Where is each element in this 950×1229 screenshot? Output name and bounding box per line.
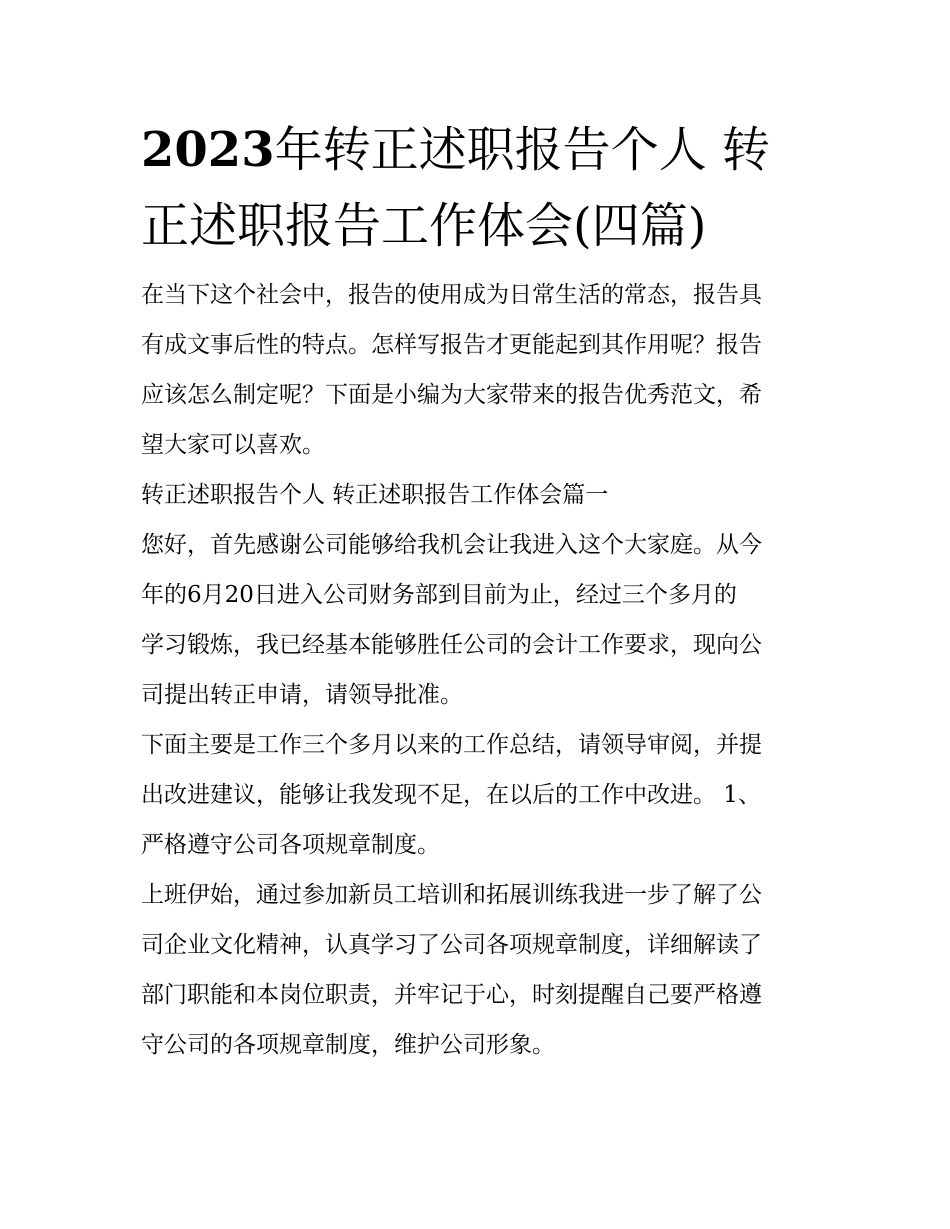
text-line: 望大家可以喜欢。: [141, 432, 325, 458]
text-line: 部门职能和本岗位职责，并牢记于心，时刻提醒自己要严格遵: [141, 982, 762, 1008]
body-paragraph-2: [141, 720, 813, 870]
body-paragraph-1: [141, 520, 813, 720]
title-line-2: 正述职报告工作体会(四篇): [141, 198, 707, 254]
text-line: 在当下这个社会中，报告的使用成为日常生活的常态，报告具: [141, 282, 762, 308]
text-line: 出改进建议，能够让我发现不足，在以后的工作中改进。 1、: [141, 782, 761, 808]
title-line-1: 2023年转正述职报告个人 转: [141, 122, 770, 178]
text-line: 年的6月20日进入公司财务部到目前为止，经过三个多月的: [141, 582, 737, 608]
text-line: 严格遵守公司各项规章制度。: [141, 832, 440, 858]
text-line: 司提出转正申请，请领导批准。: [141, 682, 463, 708]
text-line: 下面主要是工作三个多月以来的工作总结，请领导审阅，并提: [141, 732, 762, 758]
intro-paragraph: [141, 270, 813, 470]
text-line: 司企业文化精神，认真学习了公司各项规章制度，详细解读了: [141, 932, 762, 958]
title-year: 2023: [141, 122, 275, 178]
section-heading: [141, 470, 813, 520]
section-heading-text: 转正述职报告个人 转正述职报告工作体会篇一: [141, 482, 609, 508]
body-paragraph-3: [141, 870, 813, 1070]
text-line: 有成文事后性的特点。怎样写报告才更能起到其作用呢？报告: [141, 332, 762, 358]
document-content: [141, 112, 813, 1070]
text-line: 您好，首先感谢公司能够给我机会让我进入这个大家庭。从今: [141, 532, 762, 558]
text-line: 应该怎么制定呢？下面是小编为大家带来的报告优秀范文，希: [141, 382, 762, 408]
text-line: 学习锻炼，我已经基本能够胜任公司的会计工作要求，现向公: [141, 632, 762, 658]
text-line: 上班伊始，通过参加新员工培训和拓展训练我进一步了解了公: [141, 882, 762, 908]
document-title: [141, 112, 813, 264]
text-line: 守公司的各项规章制度，维护公司形象。: [141, 1032, 555, 1058]
